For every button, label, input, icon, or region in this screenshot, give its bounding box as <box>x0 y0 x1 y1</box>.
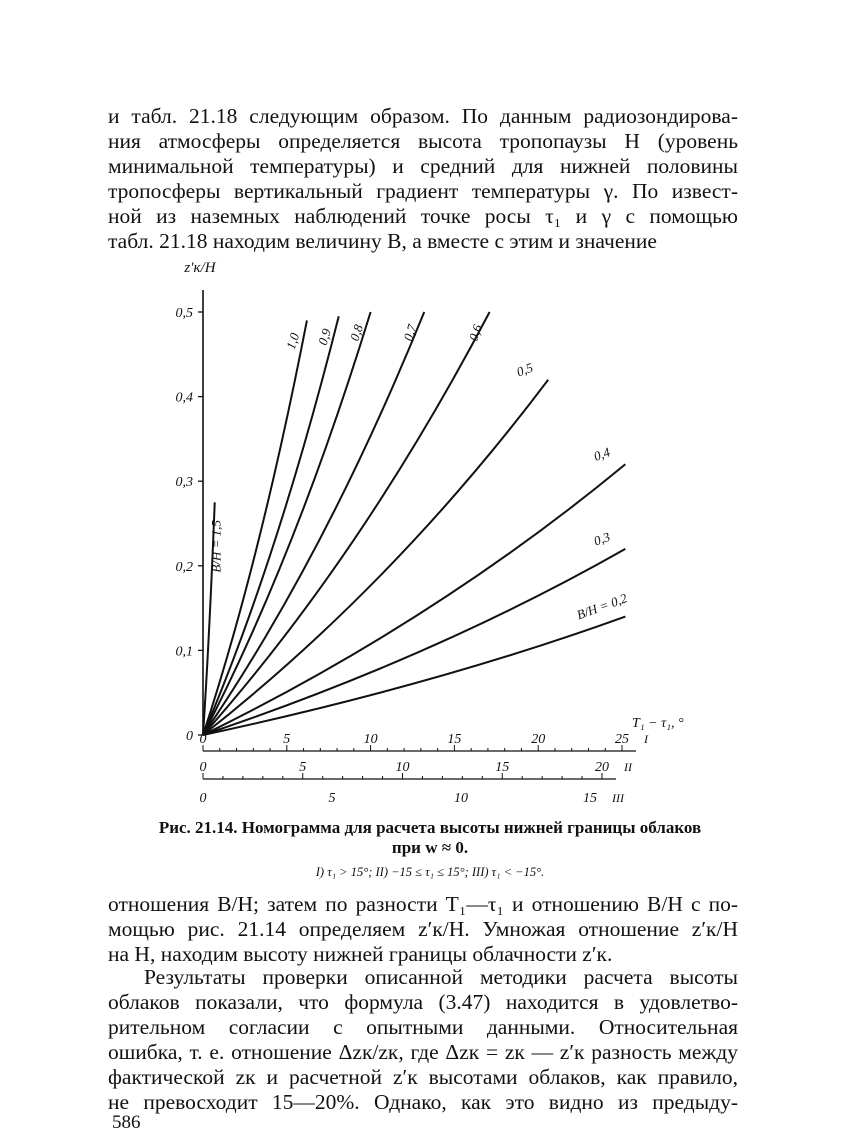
middle-paragraph <box>108 892 738 967</box>
series-line <box>203 312 424 735</box>
x-axis-label: T₁ − τ₁, ° <box>632 716 684 731</box>
text-line: тропосферы вертикальный градиент температуры γ. По извест- <box>108 179 738 203</box>
x-tick-label: 5 <box>283 732 291 747</box>
x-scale-regime-label: I <box>644 732 648 746</box>
x-tick-label: 10 <box>395 760 410 775</box>
x-tick-label: 0 <box>199 760 207 775</box>
text-line: минимальной температуры) и средний для нижней половины <box>108 154 738 178</box>
x-tick-label: 20 <box>595 760 609 775</box>
y-tick-label: 0,2 <box>175 559 193 575</box>
x-scale-regime-label: III <box>612 791 624 805</box>
x-tick-label: 15 <box>583 791 597 806</box>
y-axis-label: z′к/H <box>184 260 216 276</box>
text-line: ошибка, т. е. отношение Δzк/zк, где Δzк = zк — z′к разность между <box>108 1040 738 1064</box>
x-scale-regime-label: II <box>624 760 632 774</box>
page-number: 586 <box>112 1112 141 1133</box>
series-label: B/H = 0,2 <box>574 590 630 623</box>
series-line <box>203 312 490 735</box>
series-label: 0,8 <box>346 322 366 343</box>
caption-title: Рис. 21.14. Номограмма для расчета высоты нижней границы облаков при w ≈ 0. <box>158 818 702 857</box>
series-label: 0,9 <box>314 326 335 347</box>
y-tick-label: 0,5 <box>175 306 193 321</box>
y-tick-label: 0 <box>186 729 193 744</box>
bottom-paragraph <box>108 965 738 1115</box>
x-tick-label: 25 <box>615 732 629 747</box>
series-label: 0,7 <box>400 322 420 343</box>
x-tick-label: 5 <box>299 760 307 775</box>
text-line: рительном согласии с опытными данными. Относительная <box>108 1015 738 1039</box>
series-label: 1,0 <box>282 331 303 352</box>
x-tick-label: 20 <box>531 732 546 747</box>
series-label: 0,6 <box>465 322 485 343</box>
text-line: Результаты проверки описанной методики расчета высоты <box>144 965 738 989</box>
series-label: 0,4 <box>591 444 613 464</box>
text-line: ния атмосферы определяется высота тропопаузы H (уровень <box>108 129 738 153</box>
chart-axes <box>198 290 636 779</box>
chart-series <box>203 312 625 735</box>
text-line: фактической zк и расчетной z′к высотами облаков, как правило, <box>108 1065 738 1089</box>
series-label: 0,5 <box>514 359 535 380</box>
x-tick-label: 15 <box>447 732 462 747</box>
series-label: B/H = 1,5 <box>208 520 224 573</box>
x-tick-label: 5 <box>328 791 336 806</box>
text-line: табл. 21.18 находим величину B, а вместе с этим и значение <box>108 229 657 253</box>
x-tick-label: 0 <box>199 791 207 806</box>
y-tick-label: 0,1 <box>175 644 193 660</box>
figure-caption <box>150 818 710 882</box>
text-line: на H, находим высоту нижней границы облачности z′к. <box>108 942 613 966</box>
y-tick-label: 0,3 <box>175 475 193 491</box>
series-line <box>203 549 625 735</box>
text-line: не превосходит 15—20%. Однако, как это видно из предыду- <box>108 1090 738 1114</box>
x-tick-label: 0 <box>199 732 207 747</box>
caption-legend: I) τ₁ > 15°; II) −15 ≤ τ₁ ≤ 15°; III) τ₁ < −15°. <box>315 865 545 879</box>
series-label: 0,3 <box>591 528 613 549</box>
text-line: и табл. 21.18 следующим образом. По данным радиозондирова- <box>108 104 738 128</box>
text-line: облаков показали, что формула (3.47) находится в удовлетво- <box>108 990 738 1014</box>
x-tick-label: 10 <box>363 732 378 747</box>
x-tick-label: 10 <box>454 791 468 806</box>
text-line: ной из наземных наблюдений точке росы τ₁ и γ с помощью <box>108 204 738 228</box>
text-line: отношения B/H; затем по разности T₁—τ₁ и отношению B/H с по- <box>108 892 738 916</box>
text-line: мощью рис. 21.14 определяем z′к/H. Умножая отношение z′к/H <box>108 917 738 941</box>
y-tick-label: 0,4 <box>175 390 193 406</box>
x-tick-label: 15 <box>495 760 510 775</box>
